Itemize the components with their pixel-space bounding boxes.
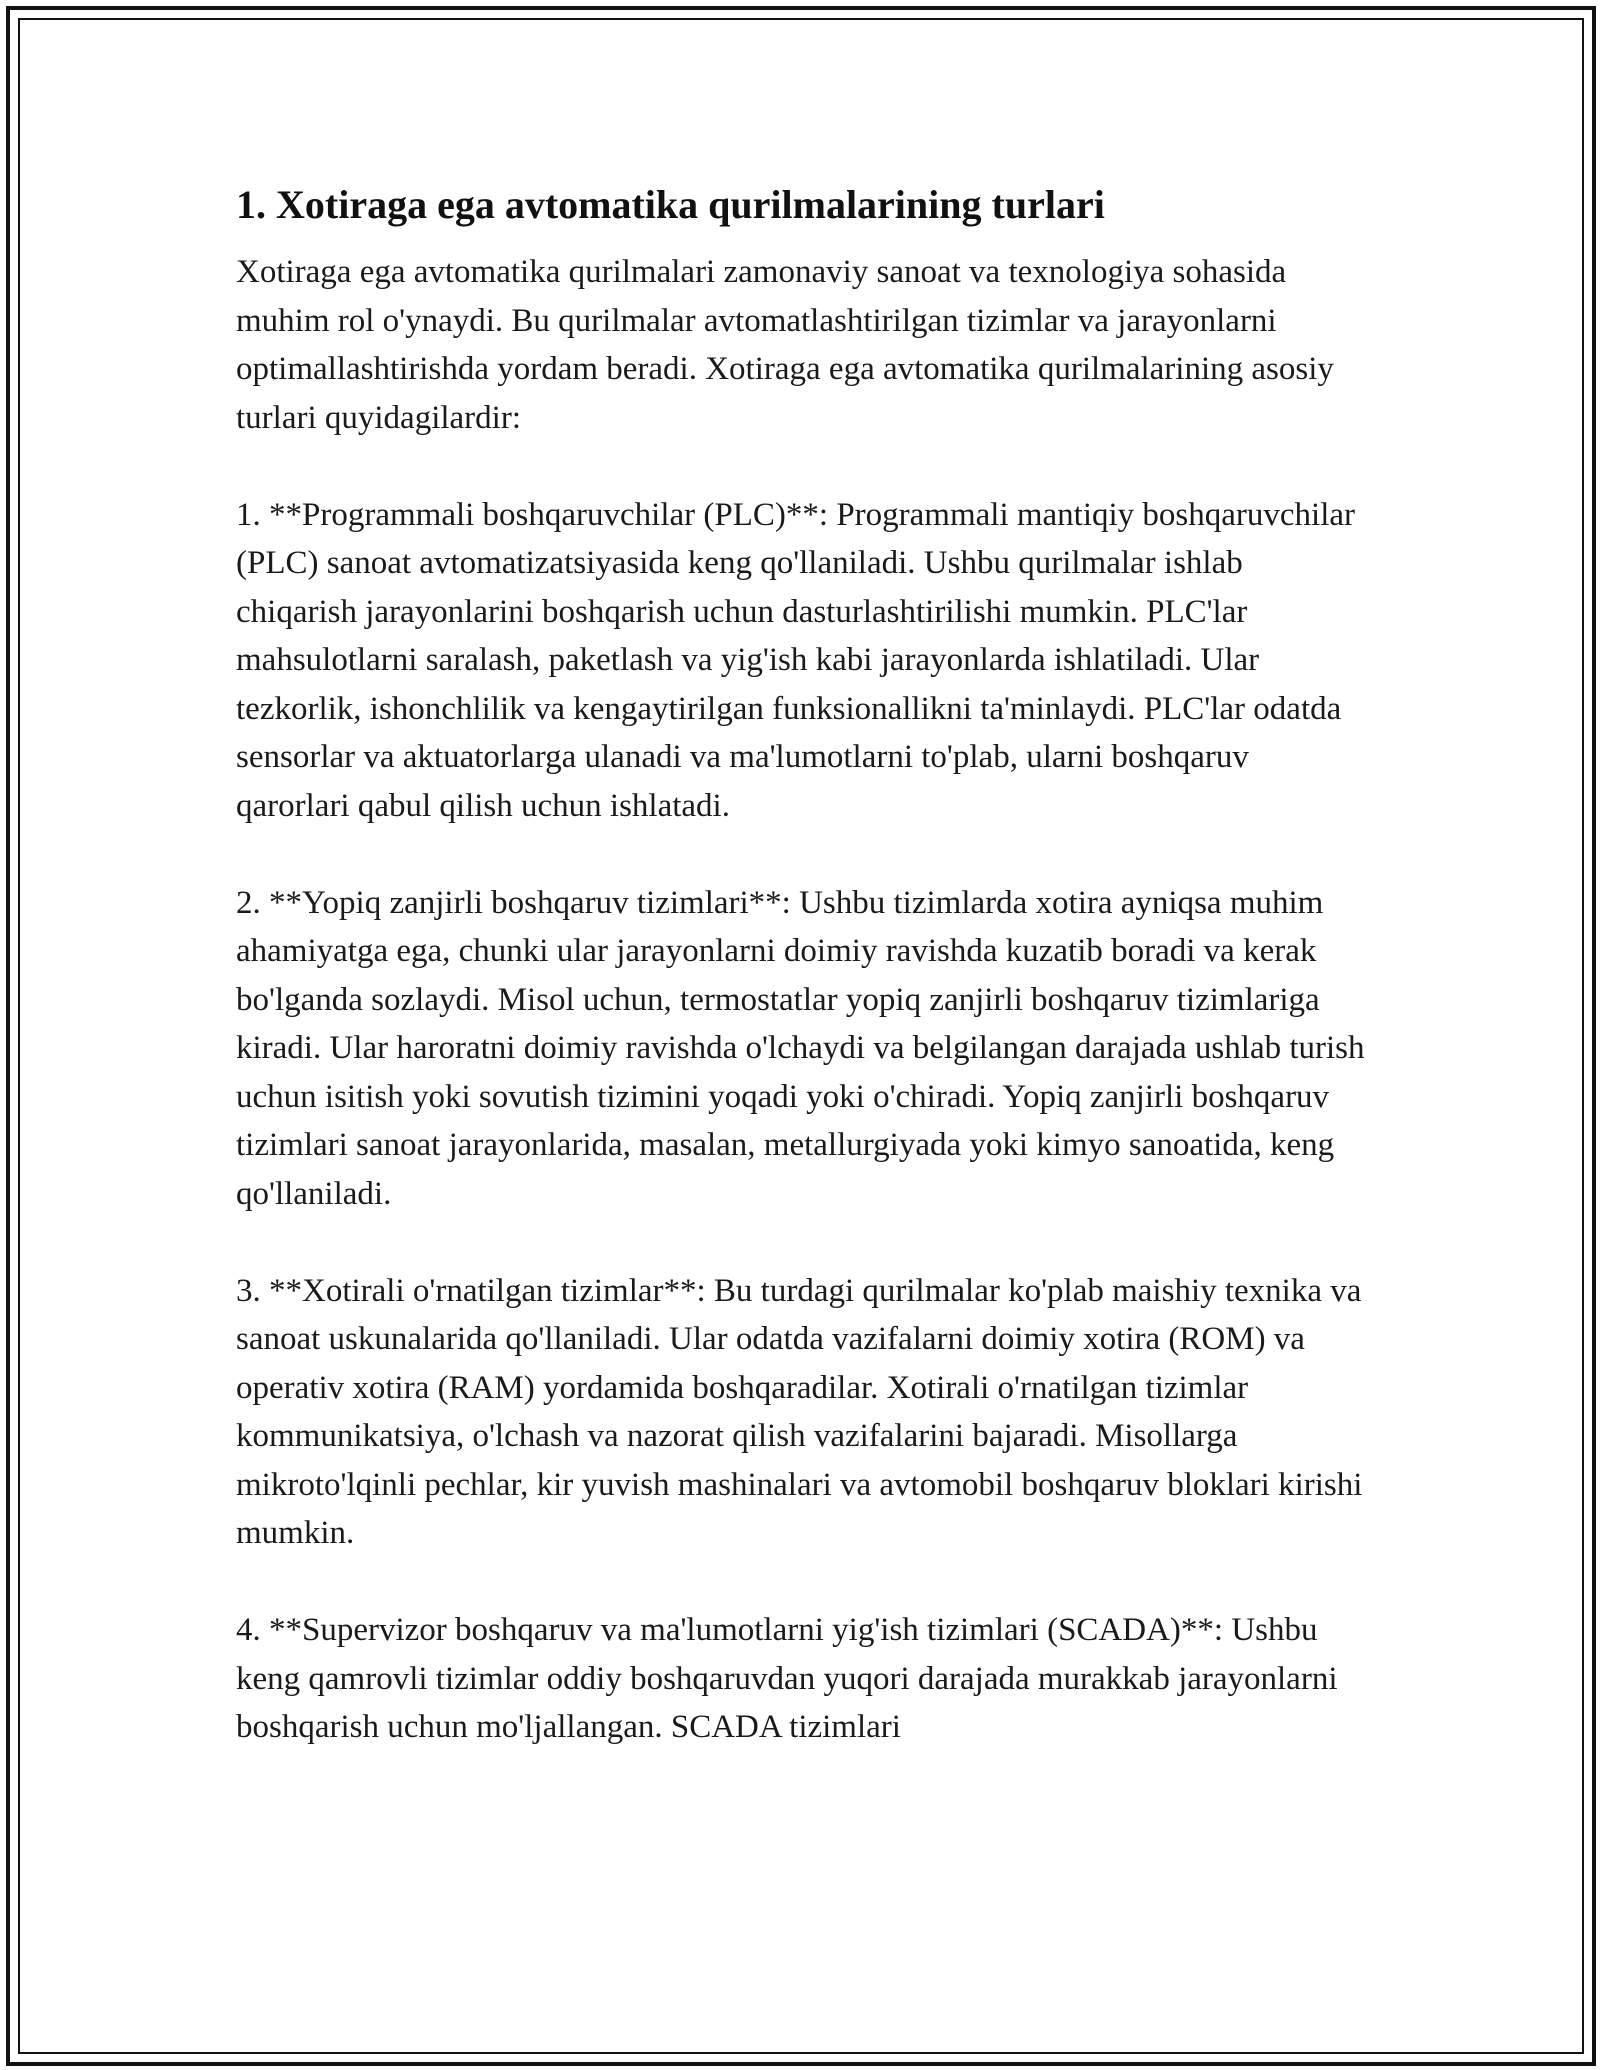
section-heading: 1. Xotiraga ega avtomatika qurilmalarining turlari: [236, 182, 1105, 227]
paragraph-plc: 1. **Programmali boshqaruvchilar (PLC)**: Programmali mantiqiy boshqaruvchilar (PLC) sanoat avtomatizatsiyasida keng qo'llaniladi. Ushbu qurilmalar ishlab chiqarish jarayonlarini boshqarish uchun dasturlashtirilishi mumkin. PLC'lar mahsulotlarni saralash, paketlash va yig'ish kabi jarayonlarda ishlatiladi. Ular tezkorlik, ishonchlilik va kengaytirilgan funksionallikni ta'minlaydi. PLC'lar odatda sensorlar va aktuatorlarga ulanadi va ma'lumotlarni to'plab, ularni boshqaruv qarorlari qabul qilish uchun ishlatadi.: [236, 496, 1356, 824]
paragraph-scada: 4. **Supervizor boshqaruv va ma'lumotlarni yig'ish tizimlari (SCADA)**: Ushbu keng qamrovli tizimlar oddiy boshqaruvdan yuqori darajada murakkab jarayonlarni boshqarish uchun mo'ljallangan. SCADA tizimlari: [236, 1612, 1338, 1745]
intro-paragraph: Xotiraga ega avtomatika qurilmalari zamonaviy sanoat va texnologiya sohasida muhim rol o'ynaydi. Bu qurilmalar avtomatlashtirilgan tizimlar va jarayonlarni optimallashtirishda yordam beradi. Xotiraga ega avtomatika qurilmalarining asosiy turlari quyidagilardir:: [236, 254, 1334, 436]
paragraph-closed-loop: 2. **Yopiq zanjirli boshqaruv tizimlari**: Ushbu tizimlarda xotira ayniqsa muhim ahamiyatga ega, chunki ular jarayonlarni doimiy ravishda kuzatib boradi va kerak bo'lganda sozlaydi. Misol uchun, termostatlar yopiq zanjirli boshqaruv tizimlariga kiradi. Ular haroratni doimiy ravishda o'lchaydi va belgilangan darajada ushlab turish uchun isitish yoki sovutish tizimini yoqadi yoki o'chiradi. Yopiq zanjirli boshqaruv tizimlari sanoat jarayonlarida, masalan, metallurgiyada yoki kimyo sanoatida, keng qo'llaniladi.: [236, 884, 1365, 1212]
document-body: [236, 180, 1366, 1800]
paragraph-embedded: 3. **Xotirali o'rnatilgan tizimlar**: Bu turdagi qurilmalar ko'plab maishiy texnika va sanoat uskunalarida qo'llaniladi. Ular odatda vazifalarni doimiy xotira (ROM) va operativ xotira (RAM) yordamida boshqaradilar. Xotirali o'rnatilgan tizimlar kommunikatsiya, o'lchash va nazorat qilish vazifalarini bajaradi. Misollarga mikroto'lqinli pechlar, kir yuvish mashinalari va avtomobil boshqaruv bloklari kirishi mumkin.: [236, 1272, 1363, 1551]
